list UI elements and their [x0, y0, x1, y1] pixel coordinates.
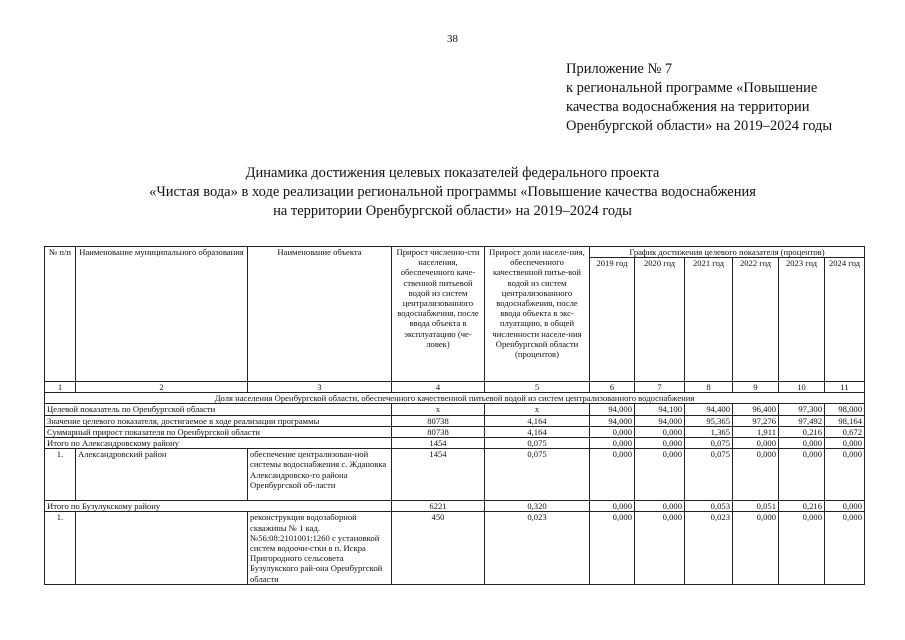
- column-number-row: [45, 382, 865, 393]
- section-title: Доля населения Оренбургской области, обеспеченного качественной питьевой водой из систем централизованного водоснабжения: [45, 393, 865, 404]
- year-value: 0,000: [635, 501, 685, 512]
- header-population: Прирост численно-сти населения, обеспеченного каче-ственной питьевой водой из систем централизованного водоснабжения, после ввода объекта в эксплуатацию (че-ловек): [392, 247, 485, 382]
- year-value: 0,000: [733, 512, 779, 585]
- year-value: 0,053: [685, 501, 733, 512]
- header-num: № п/п: [45, 247, 76, 382]
- population-cell: x: [392, 404, 485, 415]
- column-number: 6: [590, 382, 635, 393]
- row-label: Целевой показатель по Оренбургской области: [45, 404, 392, 415]
- column-number: 10: [779, 382, 825, 393]
- column-number: 3: [248, 382, 392, 393]
- year-value: 0,000: [635, 438, 685, 449]
- year-value: 0,023: [685, 512, 733, 585]
- header-year: 2022 год: [733, 258, 779, 382]
- year-value: 0,672: [825, 426, 865, 437]
- year-value: 94,000: [590, 404, 635, 415]
- column-number: 2: [76, 382, 248, 393]
- header-municipality: Наименование муниципального образования: [76, 247, 248, 382]
- year-value: 94,000: [635, 415, 685, 426]
- table-row: [45, 501, 865, 512]
- column-number: 1: [45, 382, 76, 393]
- table-row: [45, 449, 865, 501]
- share-cell: 4,164: [485, 426, 590, 437]
- year-value: 0,000: [590, 449, 635, 501]
- header-year: 2019 год: [590, 258, 635, 382]
- column-number: 4: [392, 382, 485, 393]
- year-value: 0,075: [685, 449, 733, 501]
- row-num: 1.: [45, 512, 76, 585]
- appendix-line: к региональной программе «Повышение: [566, 80, 818, 96]
- table-row: [45, 512, 865, 585]
- municipality-cell: [76, 512, 248, 585]
- column-number: 9: [733, 382, 779, 393]
- header-schedule: График достижения целевого показателя (процентов): [590, 247, 865, 258]
- year-value: 1,365: [685, 426, 733, 437]
- year-value: 0,000: [825, 449, 865, 501]
- title-line: Динамика достижения целевых показателей федерального проекта: [245, 165, 660, 181]
- object-cell: реконструкция водозаборной скважины № 1 кад.№56:08:2101001:1260 с установкой систем водоочи-стки в п. Искра Пригородного сельсовета Бузулукского рай-она Оренбургской области: [248, 512, 392, 585]
- population-cell: 80738: [392, 426, 485, 437]
- year-value: 97,300: [779, 404, 825, 415]
- appendix-heading: [566, 60, 832, 136]
- row-label: Итого по Бузулукскому району: [45, 501, 392, 512]
- year-value: 97,276: [733, 415, 779, 426]
- year-value: 0,000: [733, 438, 779, 449]
- header-year: 2024 год: [825, 258, 865, 382]
- year-value: 0,000: [779, 512, 825, 585]
- column-number: 8: [685, 382, 733, 393]
- year-value: 1,911: [733, 426, 779, 437]
- population-cell: 1454: [392, 438, 485, 449]
- population-cell: 1454: [392, 449, 485, 501]
- population-cell: 6221: [392, 501, 485, 512]
- year-value: 0,000: [590, 426, 635, 437]
- year-value: 97,492: [779, 415, 825, 426]
- year-value: 0,000: [590, 512, 635, 585]
- page-number: 38: [447, 33, 458, 45]
- population-cell: 80738: [392, 415, 485, 426]
- year-value: 98,000: [825, 404, 865, 415]
- header-year: 2021 год: [685, 258, 733, 382]
- year-value: 0,000: [825, 501, 865, 512]
- title-line: на территории Оренбургской области» на 2019–2024 годы: [273, 203, 632, 219]
- year-value: 0,000: [635, 449, 685, 501]
- table-row: [45, 426, 865, 437]
- table-row: [45, 438, 865, 449]
- share-cell: 0,320: [485, 501, 590, 512]
- row-label: Значение целевого показателя, достигаемое в ходе реализации программы: [45, 415, 392, 426]
- year-value: 0,000: [825, 438, 865, 449]
- column-number: 11: [825, 382, 865, 393]
- year-value: 0,000: [590, 438, 635, 449]
- year-value: 0,000: [779, 438, 825, 449]
- appendix-line: Приложение № 7: [566, 61, 673, 77]
- header-share: Прирост доли населе-ния, обеспеченного качественной питье-вой водой из систем централизованного водоснабжения, после ввода объекта в экс-плуатацию, в общей численности населе-ния Оренбургской области (процентов): [485, 247, 590, 382]
- appendix-line: Оренбургской области» на 2019–2024 годы: [566, 118, 833, 134]
- year-value: 0,000: [635, 512, 685, 585]
- year-value: 0,000: [590, 501, 635, 512]
- year-value: 0,000: [825, 512, 865, 585]
- share-cell: x: [485, 404, 590, 415]
- header-year: 2020 год: [635, 258, 685, 382]
- row-num: 1.: [45, 449, 76, 501]
- year-value: 0,051: [733, 501, 779, 512]
- appendix-line: качества водоснабжения на территории: [566, 99, 810, 115]
- row-label: Итого по Александровскому району: [45, 438, 392, 449]
- year-value: 0,000: [779, 449, 825, 501]
- header-object: Наименование объекта: [248, 247, 392, 382]
- title-line: «Чистая вода» в ходе реализации региональной программы «Повышение качества водоснабжения: [149, 184, 756, 200]
- year-value: 0,216: [779, 501, 825, 512]
- table-row: [45, 404, 865, 415]
- year-value: 0,216: [779, 426, 825, 437]
- year-value: 98,164: [825, 415, 865, 426]
- row-label: Суммарный прирост показателя по Оренбургской области: [45, 426, 392, 437]
- municipality-cell: Александровский район: [76, 449, 248, 501]
- year-value: 96,400: [733, 404, 779, 415]
- object-cell: обеспечение централизован-ной системы водоснабжения с. Ждановка Александровско-го района Оренбургской об-ласти: [248, 449, 392, 501]
- column-number: 7: [635, 382, 685, 393]
- table-row: [45, 415, 865, 426]
- header-year: 2023 год: [779, 258, 825, 382]
- share-cell: 0,075: [485, 438, 590, 449]
- year-value: 0,000: [635, 426, 685, 437]
- year-value: 94,400: [685, 404, 733, 415]
- indicators-table: [44, 246, 865, 585]
- population-cell: 450: [392, 512, 485, 585]
- year-value: 0,075: [685, 438, 733, 449]
- year-value: 94,000: [590, 415, 635, 426]
- share-cell: 0,075: [485, 449, 590, 501]
- share-cell: 0,023: [485, 512, 590, 585]
- year-value: 94,100: [635, 404, 685, 415]
- year-value: 95,365: [685, 415, 733, 426]
- column-number: 5: [485, 382, 590, 393]
- share-cell: 4,164: [485, 415, 590, 426]
- year-value: 0,000: [733, 449, 779, 501]
- document-title: [0, 164, 905, 221]
